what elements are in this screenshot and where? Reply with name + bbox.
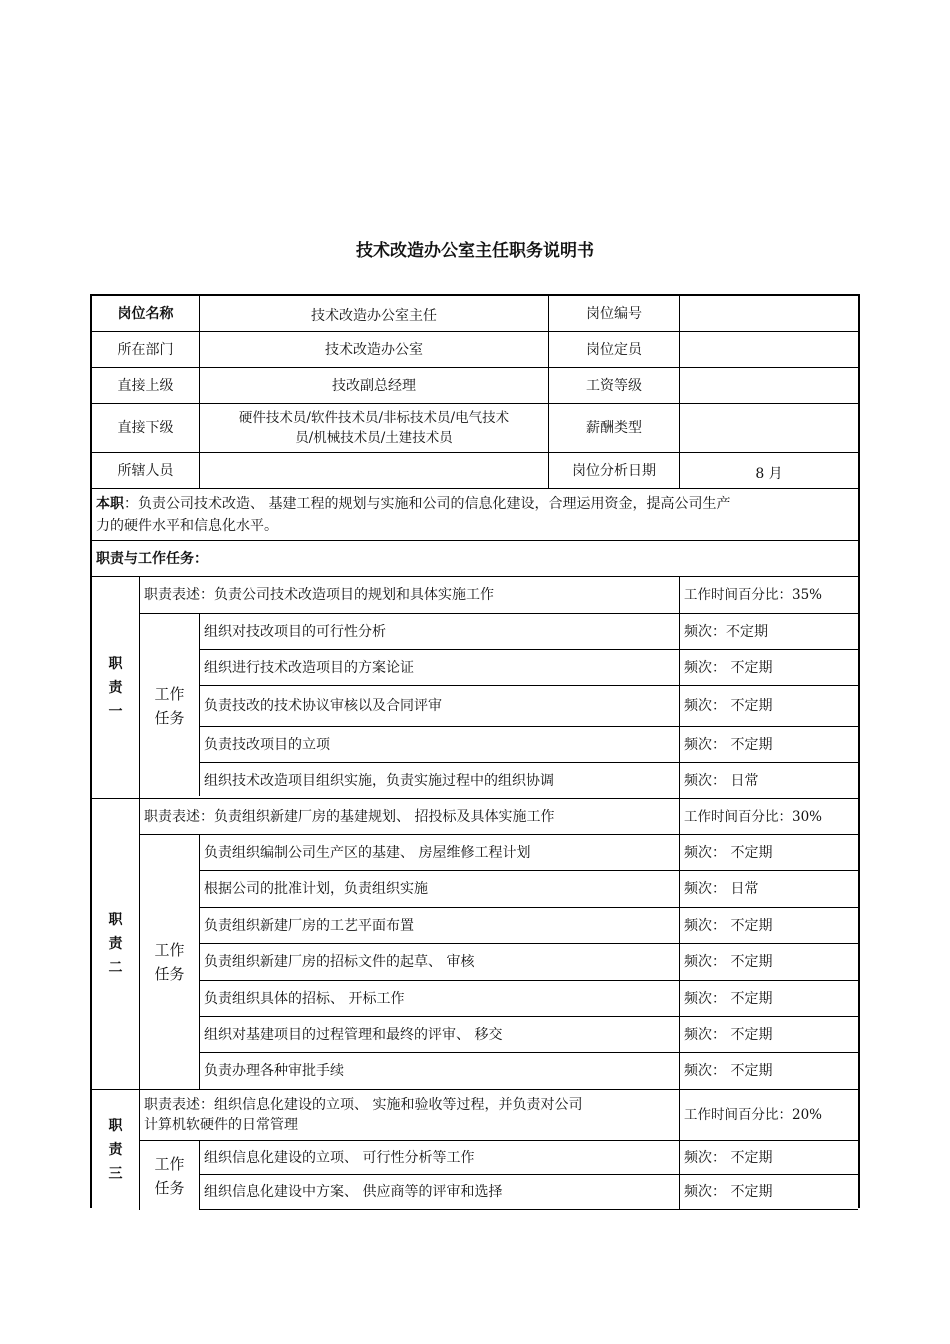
duty-1-percentage: 工作时间百分比：35% — [684, 587, 823, 603]
duty-2-task-4-frequency: 频次： 不定期 — [684, 954, 773, 970]
summary-line-2: 力的硬件水平和信息化水平。 — [96, 517, 278, 534]
staff-label: 所辖人员 — [117, 462, 174, 479]
superior-label: 直接上级 — [117, 377, 174, 394]
dept-value: 技术改造办公室 — [325, 341, 423, 358]
quota-label: 岗位定员 — [586, 341, 642, 358]
duty-1-task-2: 组织进行技术改造项目的方案论证 — [204, 659, 414, 676]
analysis-date-value: 8 月 — [755, 465, 783, 482]
duty-1-task-2-frequency: 频次： 不定期 — [684, 659, 773, 676]
document-title: 技术改造办公室主任职务说明书 — [356, 241, 594, 261]
job-summary — [92, 489, 858, 540]
duty-3-task-1: 组织信息化建设的立项、 可行性分析等工作 — [204, 1149, 475, 1166]
grade-label: 工资等级 — [586, 377, 642, 394]
duty-2-task-3: 负责组织新建厂房的工艺平面布置 — [204, 917, 414, 934]
task-label-line-1: 工作 — [154, 941, 185, 959]
duty-2-task-1-frequency: 频次： 不定期 — [684, 844, 773, 861]
job-description-table — [90, 294, 860, 1208]
task-label-line-2: 任务 — [154, 709, 185, 727]
duty-3-description-line-1: 职责表述：组织信息化建设的立项、 实施和验收等过程，并负责对公司 — [144, 1097, 583, 1113]
duty-1-task-4-frequency: 频次： 不定期 — [684, 736, 773, 753]
pay-type-label: 薪酬类型 — [586, 420, 642, 436]
duty-3-label — [92, 1090, 139, 1210]
duty-2-task-2: 根据公司的批准计划，负责组织实施 — [204, 881, 428, 897]
duties-header: 职责与工作任务： — [96, 550, 208, 567]
duty-3-description-line-2: 计算机软硬件的日常管理 — [144, 1117, 298, 1133]
pay-type-value — [680, 404, 858, 452]
duty-3-label-char: 三 — [108, 1166, 123, 1182]
duty-3-label-char: 职 — [108, 1118, 123, 1134]
duty-2-task-7-frequency: 频次： 不定期 — [684, 1063, 773, 1079]
analysis-date-label: 岗位分析日期 — [572, 462, 656, 479]
duty-1-label — [92, 577, 139, 798]
dept-label: 所在部门 — [117, 341, 174, 358]
duty-2-label-char: 责 — [108, 936, 123, 952]
staff-value — [200, 453, 548, 488]
subordinate-line-1: 硬件技术员/软件技术员/非标技术员/电气技术 — [238, 410, 510, 426]
duty-1-task-1: 组织对技改项目的可行性分析 — [204, 623, 386, 640]
duty-1-task-label — [140, 614, 199, 798]
duty-3-task-2: 组织信息化建设中方案、 供应商等的评审和选择 — [204, 1184, 503, 1200]
duty-2-label — [92, 799, 139, 1089]
duty-2-label-char: 职 — [108, 912, 123, 928]
quota-value — [680, 332, 858, 367]
task-label-line-1: 工作 — [154, 685, 185, 703]
duty-3-label-char: 责 — [108, 1142, 123, 1158]
summary-label: 本职 — [96, 495, 124, 512]
duty-3-task-label — [140, 1141, 199, 1210]
subordinate-value — [200, 404, 548, 452]
job-no-label: 岗位编号 — [586, 305, 642, 322]
job-no-value — [680, 296, 858, 331]
duty-2-percentage: 工作时间百分比：30% — [684, 808, 823, 825]
superior-value: 技改副总经理 — [332, 377, 416, 394]
duty-2-task-6-frequency: 频次： 不定期 — [684, 1026, 773, 1043]
grade-value — [680, 368, 858, 403]
duty-1-label-char: 职 — [108, 655, 123, 672]
job-name-value: 技术改造办公室主任 — [311, 307, 437, 324]
duty-1-task-5: 组织技术改造项目组织实施，负责实施过程中的组织协调 — [204, 772, 554, 789]
duty-2-task-5-frequency: 频次： 不定期 — [684, 990, 773, 1007]
task-label-line-2: 任务 — [154, 965, 185, 983]
duty-3-percentage: 工作时间百分比：20% — [684, 1107, 823, 1123]
duty-1-label-char: 责 — [108, 679, 123, 696]
summary-line-1: ：负责公司技术改造、 基建工程的规划与实施和公司的信息化建设，合理运用资金，提高公司生产 — [124, 495, 731, 512]
duty-2-task-1: 负责组织编制公司生产区的基建、 房屋维修工程计划 — [204, 844, 531, 861]
task-label-line-1: 工作 — [154, 1154, 185, 1173]
duty-2-task-6: 组织对基建项目的过程管理和最终的评审、 移交 — [204, 1026, 503, 1043]
duty-2-task-3-frequency: 频次： 不定期 — [684, 917, 773, 934]
duty-2-task-4: 负责组织新建厂房的招标文件的起草、 审核 — [204, 954, 475, 970]
duty-2-task-label — [140, 835, 199, 1089]
job-name-label: 岗位名称 — [117, 305, 174, 322]
duty-1-task-3-frequency: 频次： 不定期 — [684, 698, 773, 714]
duty-2-task-7: 负责办理各种审批手续 — [204, 1063, 344, 1079]
subordinate-label: 直接下级 — [117, 420, 174, 436]
subordinate-line-2: 员/机械技术员/土建技术员 — [295, 430, 453, 446]
duty-1-task-3: 负责技改的技术协议审核以及合同评审 — [204, 698, 442, 714]
duty-2-task-5: 负责组织具体的招标、 开标工作 — [204, 990, 405, 1007]
duty-1-task-4: 负责技改项目的立项 — [204, 736, 330, 753]
duty-2-label-char: 二 — [108, 960, 123, 976]
duty-1-description: 职责表述：负责公司技术改造项目的规划和具体实施工作 — [144, 587, 494, 603]
duty-3-description — [140, 1090, 679, 1140]
duty-1-task-1-frequency: 频次：不定期 — [684, 623, 768, 640]
task-label-line-2: 任务 — [154, 1178, 185, 1197]
duty-3-task-1-frequency: 频次： 不定期 — [684, 1149, 773, 1166]
duty-3-task-2-frequency: 频次： 不定期 — [684, 1184, 773, 1200]
duty-2-task-2-frequency: 频次： 日常 — [684, 881, 759, 897]
duty-2-description: 职责表述：负责组织新建厂房的基建规划、 招投标及具体实施工作 — [144, 808, 555, 825]
duty-1-task-5-frequency: 频次： 日常 — [684, 772, 759, 789]
duty-1-label-char: 一 — [108, 703, 123, 720]
